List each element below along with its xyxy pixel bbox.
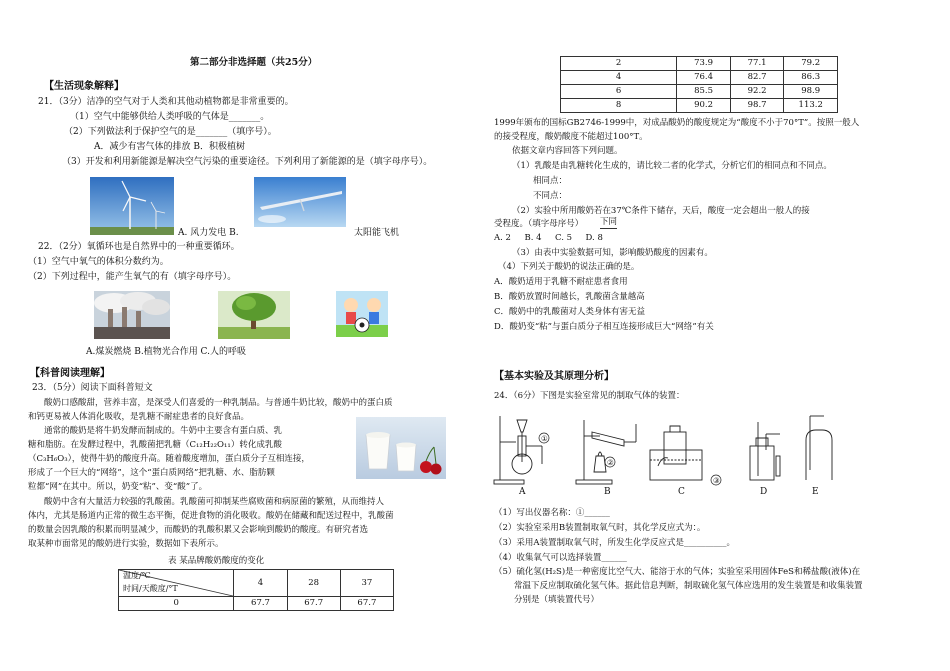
q23-standard-line2: 的接受程度，酸奶酸度不能超过100°T。 xyxy=(494,132,648,142)
q23-same-points: 相同点： xyxy=(533,176,568,186)
q23-p3b: 体内，尤其是肠道内正常的微生态平衡，促进食物的消化吸收。酸奶在储藏和配送过程中，乳酸菌 xyxy=(28,511,394,521)
section-science-reading: 【科普阅读理解】 xyxy=(30,368,110,379)
children-cartoon-image xyxy=(336,291,388,337)
apparatus-label-e: E xyxy=(812,487,819,497)
table-row xyxy=(561,71,838,85)
table-cell: 67.7 xyxy=(287,597,340,611)
table-temp-28: 28 xyxy=(287,570,340,597)
q23-p2c: （C₃H₆O₃），使得牛奶的酸度升高。随着酸度增加，蛋白质分子互相连接， xyxy=(28,454,310,464)
table-cell: 67.7 xyxy=(234,597,287,611)
table-row xyxy=(561,99,838,113)
table-row xyxy=(561,57,838,71)
table-cell: 79.2 xyxy=(784,57,838,71)
table-temp-37: 37 xyxy=(340,570,393,597)
q23-option-d: D．酸奶变“粘”与蛋白质分子相互连接形成巨大“网络”有关 xyxy=(494,322,714,332)
q23-p2d: 形成了一个巨大的“网络”，这个“蛋白质网络”把乳糖、水、脂肪颗 xyxy=(28,468,275,478)
q22-stem: 22．（2分）氧循环也是自然界中的一种重要循环。 xyxy=(38,242,240,252)
wind-turbine-photo xyxy=(90,177,174,235)
q23-standard-line1: 1999年颁布的国标GB2746-1999中，对成品酸奶的酸度规定为“酸度不小于70°T”。按照一般人 xyxy=(494,118,860,128)
q23-sub2-options: A. 2 B. 4 C. 5 D. 8 xyxy=(494,233,603,243)
q23-sub2a: （2）实验中所用酸奶若在37℃条件下储存，天后，酸度一定会超出一般人的接 xyxy=(512,206,810,216)
table-head-top-label: 温度/℃ xyxy=(123,571,151,580)
q21-sub3: （3）开发和利用新能源是解决空气污染的重要途径。下列利用了新能源的是（填字母序号）。 xyxy=(62,157,433,167)
coal-plant-photo xyxy=(94,291,170,339)
q23-p2b: 糖和脂肪。在发酵过程中，乳酸菌把乳糖（C₁₂H₂₂O₁₁）转化成乳酸 xyxy=(28,440,282,450)
table-cell: 86.3 xyxy=(784,71,838,85)
apparatus-label-a: A xyxy=(519,487,526,497)
gas-apparatus-diagram xyxy=(492,406,840,498)
q22-caption: A.煤炭燃烧 B.植物光合作用 C.人的呼吸 xyxy=(86,347,246,357)
table-cell: 76.4 xyxy=(677,71,731,85)
q22-sub1: （1）空气中氧气的体积分数约为。 xyxy=(28,257,169,267)
q24-sub3: （3）采用A装置制取氧气时，所发生化学反应式是__________。 xyxy=(494,538,736,548)
acidity-table-top xyxy=(118,569,394,611)
section-basic-experiments: 【基本实验及其原理分析】 xyxy=(494,371,614,382)
table-title: 表 某品牌酸奶酸度的变化 xyxy=(168,556,265,566)
q21-stem: 21．（3分）洁净的空气对于人类和其他动植物都是非常重要的。 xyxy=(38,97,294,107)
table-temp-4: 4 xyxy=(234,570,287,597)
acidity-table-continued xyxy=(560,56,838,113)
q23-p2e: 粒都“网”在其中。所以，奶变“粘”、变“酸”了。 xyxy=(28,482,208,492)
q23-p1b: 和钙更易被人体消化吸收，是乳糖不耐症患者的良好食品。 xyxy=(28,412,250,422)
apparatus-label-b: B xyxy=(604,487,611,497)
table-cell: 82.7 xyxy=(730,71,784,85)
table-cell: 8 xyxy=(561,99,677,113)
yogurt-photo xyxy=(356,417,446,479)
q21-sub2: （2）下列做法利于保护空气的是_______（填序号）。 xyxy=(64,127,277,137)
q23-p3d: 取某种市面常见的酸奶进行实验，数据如下表所示。 xyxy=(28,539,224,549)
table-row xyxy=(561,85,838,99)
table-cell: 4 xyxy=(561,71,677,85)
q22-sub2: （2）下列过程中，能产生氧气的有（填字母序号）。 xyxy=(28,272,237,282)
q23-option-b: B．酸奶放置时间越长，乳酸菌含量越高 xyxy=(494,292,645,302)
table-cell: 6 xyxy=(561,85,677,99)
table-cell: 85.5 xyxy=(677,85,731,99)
q23-p2a: 通常的酸奶是将牛奶发酵而制成的。牛奶中主要含有蛋白质、乳 xyxy=(44,426,283,436)
table-cell: 77.1 xyxy=(730,57,784,71)
q21-caption-a: A. 风力发电 B. xyxy=(178,228,239,238)
section-life-phenomena: 【生活现象解释】 xyxy=(44,81,124,92)
table-cell: 98.9 xyxy=(784,85,838,99)
table-cell: 92.2 xyxy=(730,85,784,99)
q24-sub4: （4）收集氧气可以选择装置______ xyxy=(494,553,627,563)
table-cell: 0 xyxy=(119,597,234,611)
q23-option-a: A．酸奶适用于乳糖不耐症患者食用 xyxy=(494,277,628,287)
q23-p3a: 酸奶中含有大量活力较强的乳酸菌。乳酸菌可抑制某些腐败菌和病原菌的繁殖，从而维持人 xyxy=(44,497,385,507)
table-cell: 98.7 xyxy=(730,99,784,113)
table-header-cell xyxy=(119,570,234,597)
mark-1-label: ① xyxy=(541,434,548,443)
q23-sub2b: 受程度。（填字母序号） xyxy=(494,219,584,229)
q24-stem: 24．（6分）下图是实验室常见的制取气体的装置： xyxy=(494,391,685,401)
table-cell: 90.2 xyxy=(677,99,731,113)
mark-3-label: ③ xyxy=(713,476,720,485)
q23-stem: 23．（5分）阅读下面科普短文 xyxy=(32,383,153,393)
q23-instructions: 依据文章内容回答下列问题。 xyxy=(512,146,623,156)
table-cell: 67.7 xyxy=(340,597,393,611)
q24-sub5b: 常温下反应制取硫化氢气体。据此信息判断，制取硫化氢气体应选用的发生装置是和收集装置 xyxy=(514,581,863,591)
apparatus-label-c: C xyxy=(678,487,685,497)
q24-sub2: （2）实验室采用B装置制取氧气时，其化学反应式为：。 xyxy=(494,523,706,533)
table-cell: 73.9 xyxy=(677,57,731,71)
q23-p3c: 的数量会因乳酸的积累而明显减少，而酸奶的乳酸积累又会影响到酸奶的酸度。有研究者选 xyxy=(28,525,369,535)
part-title: 第二部分非选择题（共25分） xyxy=(190,57,318,68)
solar-plane-photo xyxy=(254,177,346,227)
q23-sub2-same-below: 下同 xyxy=(600,217,618,227)
table-cell: 2 xyxy=(561,57,677,71)
table-head-bottom-label: 时间/天酸度/°T xyxy=(123,584,178,593)
mark-2-label: ② xyxy=(607,458,614,467)
q24-sub1: （1）写出仪器名称：①______ xyxy=(494,508,610,518)
q23-diff-points: 不同点： xyxy=(533,191,568,201)
table-cell: 113.2 xyxy=(784,99,838,113)
q21-sub1: （1）空气中能够供给人类呼吸的气体是_______。 xyxy=(70,112,270,122)
q24-sub5a: （5）硫化氢(H₂S)是一种密度比空气大、能溶于水的气体；实验室采用固体FeS和稀盐酸(液体)在 xyxy=(494,567,861,577)
apparatus-label-d: D xyxy=(760,487,768,497)
q23-sub3: （3）由表中实验数据可知，影响酸奶酸度的因素有。 xyxy=(512,248,713,258)
q23-option-c: C．酸奶中的乳酸菌对人类身体有害无益 xyxy=(494,307,646,317)
table-row xyxy=(119,597,394,611)
tree-photo xyxy=(218,291,290,339)
q23-p1a: 酸奶口感酸甜，营养丰富，是深受人们喜爱的一种乳制品。与普通牛奶比较，酸奶中的蛋白质 xyxy=(44,398,393,408)
q21-caption-b: 太阳能飞机 xyxy=(354,228,400,238)
q24-sub5c: 分别是（填装置代号） xyxy=(514,595,600,605)
q23-sub4: （4）下列关于酸奶的说法正确的是。 xyxy=(498,262,640,272)
q21-sub2-options: A．减少有害气体的排放 B．积极植树 xyxy=(94,142,245,152)
q23-sub1: （1）乳酸是由乳糖转化生成的，请比较二者的化学式，分析它们的相同点和不同点。 xyxy=(512,161,832,171)
